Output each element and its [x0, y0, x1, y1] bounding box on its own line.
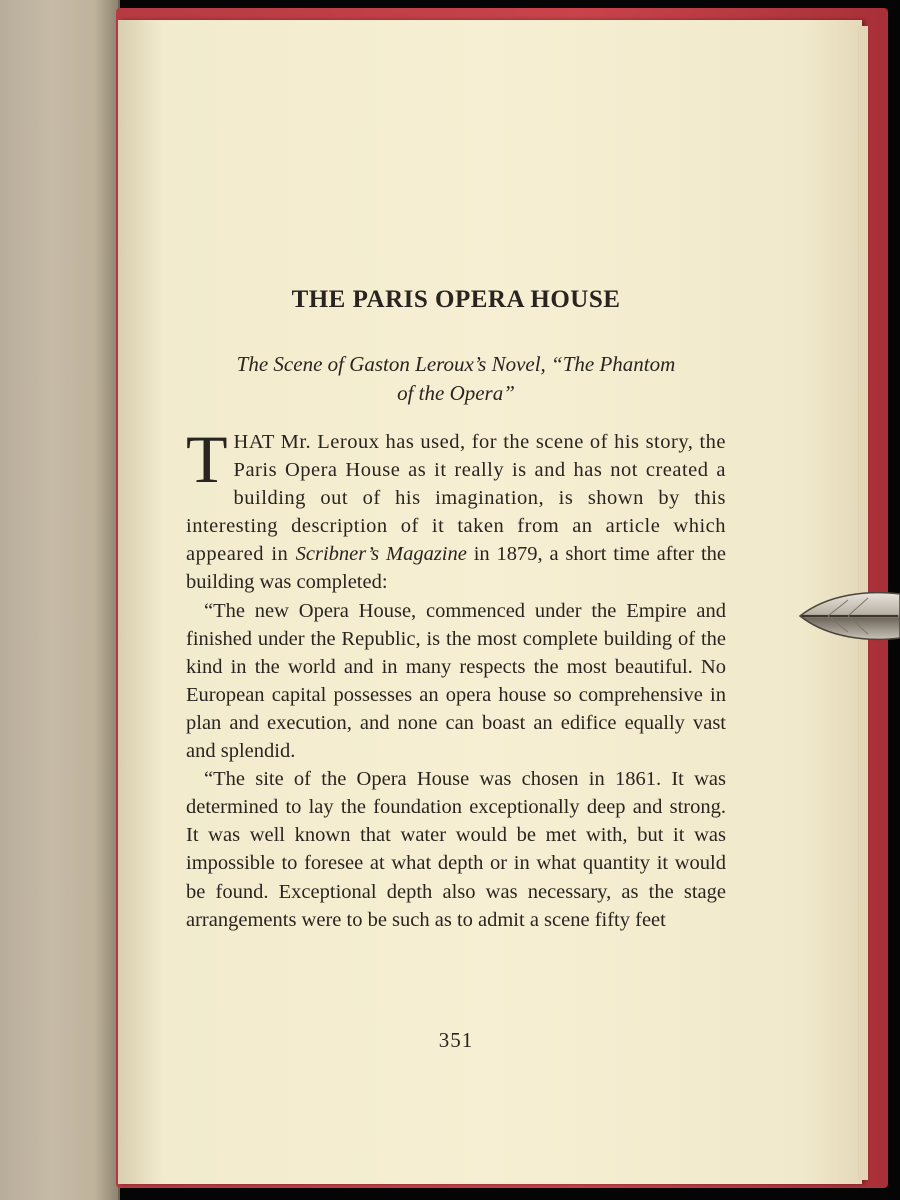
page-text	[186, 280, 726, 934]
paragraph-1-lead: HAT Mr. Leroux has used, for the scene of his story, the Paris Opera House as it really is and has not created a building out of his imagination, is shown by this interesting description of it taken from an article which appeared in	[186, 431, 726, 566]
page-subtitle	[186, 350, 726, 408]
facing-page-edge	[0, 0, 120, 1200]
subtitle-line-1: The Scene of Gaston Leroux’s Novel, “The Phantom	[236, 352, 676, 376]
paragraph-1-tail: in 1879, a short time after the building was completed:	[186, 543, 727, 594]
metal-leaf-bookmark-icon	[798, 588, 900, 644]
drop-cap: T	[186, 421, 228, 497]
paragraph-2: “The new Opera House, commenced under the Empire and finished under the Republic, is the most complete building of the kind in the world and in many respects the most beautiful. No European capital possesses an opera house so comprehensive in plan and execution, and none can boast an edifice equally vast and splendid.	[186, 599, 726, 763]
page-number: 351	[438, 1028, 474, 1052]
body-text	[186, 421, 727, 934]
paragraph-3: “The site of the Opera House was chosen in 1861. It was determined to lay the foundation exceptionally deep and strong. It was well known that water would be met with, but it was impossible to foresee at what depth or in what quantity it would be found. Exceptional depth also was necessary, as the stage arrangements were to be such as to admit a scene fifty feet	[186, 768, 726, 931]
paragraph-1	[186, 421, 727, 597]
page-title: THE PARIS OPERA HOUSE	[291, 286, 621, 313]
magazine-title: Scribner’s Magazine	[295, 543, 467, 566]
subtitle-line-2: of the Opera”	[397, 381, 515, 405]
